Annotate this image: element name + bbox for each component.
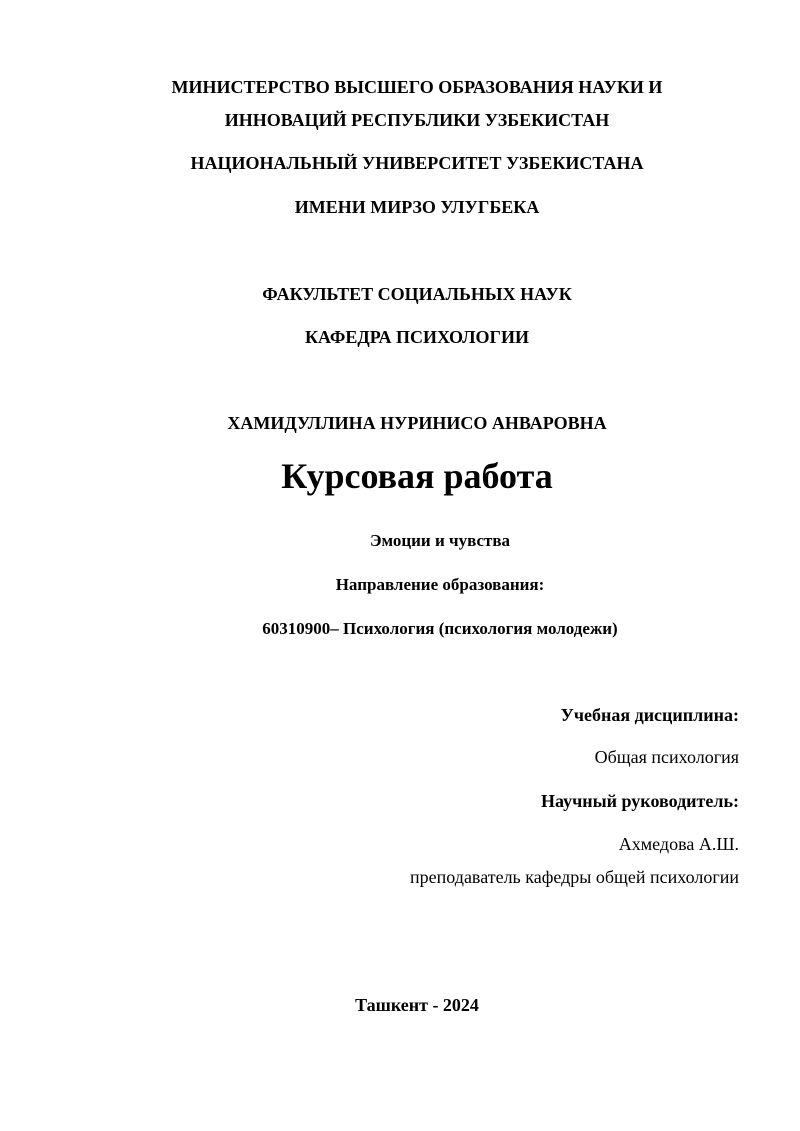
direction-value: 60310900– Психология (психология молодежи)	[262, 619, 618, 638]
faculty-name: ФАКУЛЬТЕТ СОЦИАЛЬНЫХ НАУК	[262, 284, 572, 304]
department-name: КАФЕДРА ПСИХОЛОГИИ	[304, 327, 529, 347]
topic: Эмоции и чувства	[369, 531, 511, 550]
document-title: Курсовая работа	[281, 456, 553, 496]
discipline-label: Учебная дисциплина:	[560, 705, 739, 725]
supervisor-label: Научный руководитель:	[541, 791, 739, 811]
supervisor-name: Ахмедова А.Ш.	[618, 834, 739, 854]
university-line-2: ИМЕНИ МИРЗО УЛУГБЕКА	[294, 197, 540, 217]
ministry-line-2: ИННОВАЦИЙ РЕСПУБЛИКИ УЗБЕКИСТАН	[224, 110, 610, 130]
ministry-line-1: МИНИСТЕРСТВО ВЫСШЕГО ОБРАЗОВАНИЯ НАУКИ И	[171, 77, 663, 97]
author-name: ХАМИДУЛЛИНА НУРИНИСО АНВАРОВНА	[227, 413, 607, 433]
direction-label: Направление образования:	[335, 575, 545, 594]
supervisor-position: преподаватель кафедры общей психологии	[410, 867, 739, 887]
city-year: Ташкент - 2024	[355, 995, 479, 1015]
discipline-value: Общая психология	[594, 747, 739, 767]
university-line-1: НАЦИОНАЛЬНЫЙ УНИВЕРСИТЕТ УЗБЕКИСТАНА	[190, 153, 644, 173]
